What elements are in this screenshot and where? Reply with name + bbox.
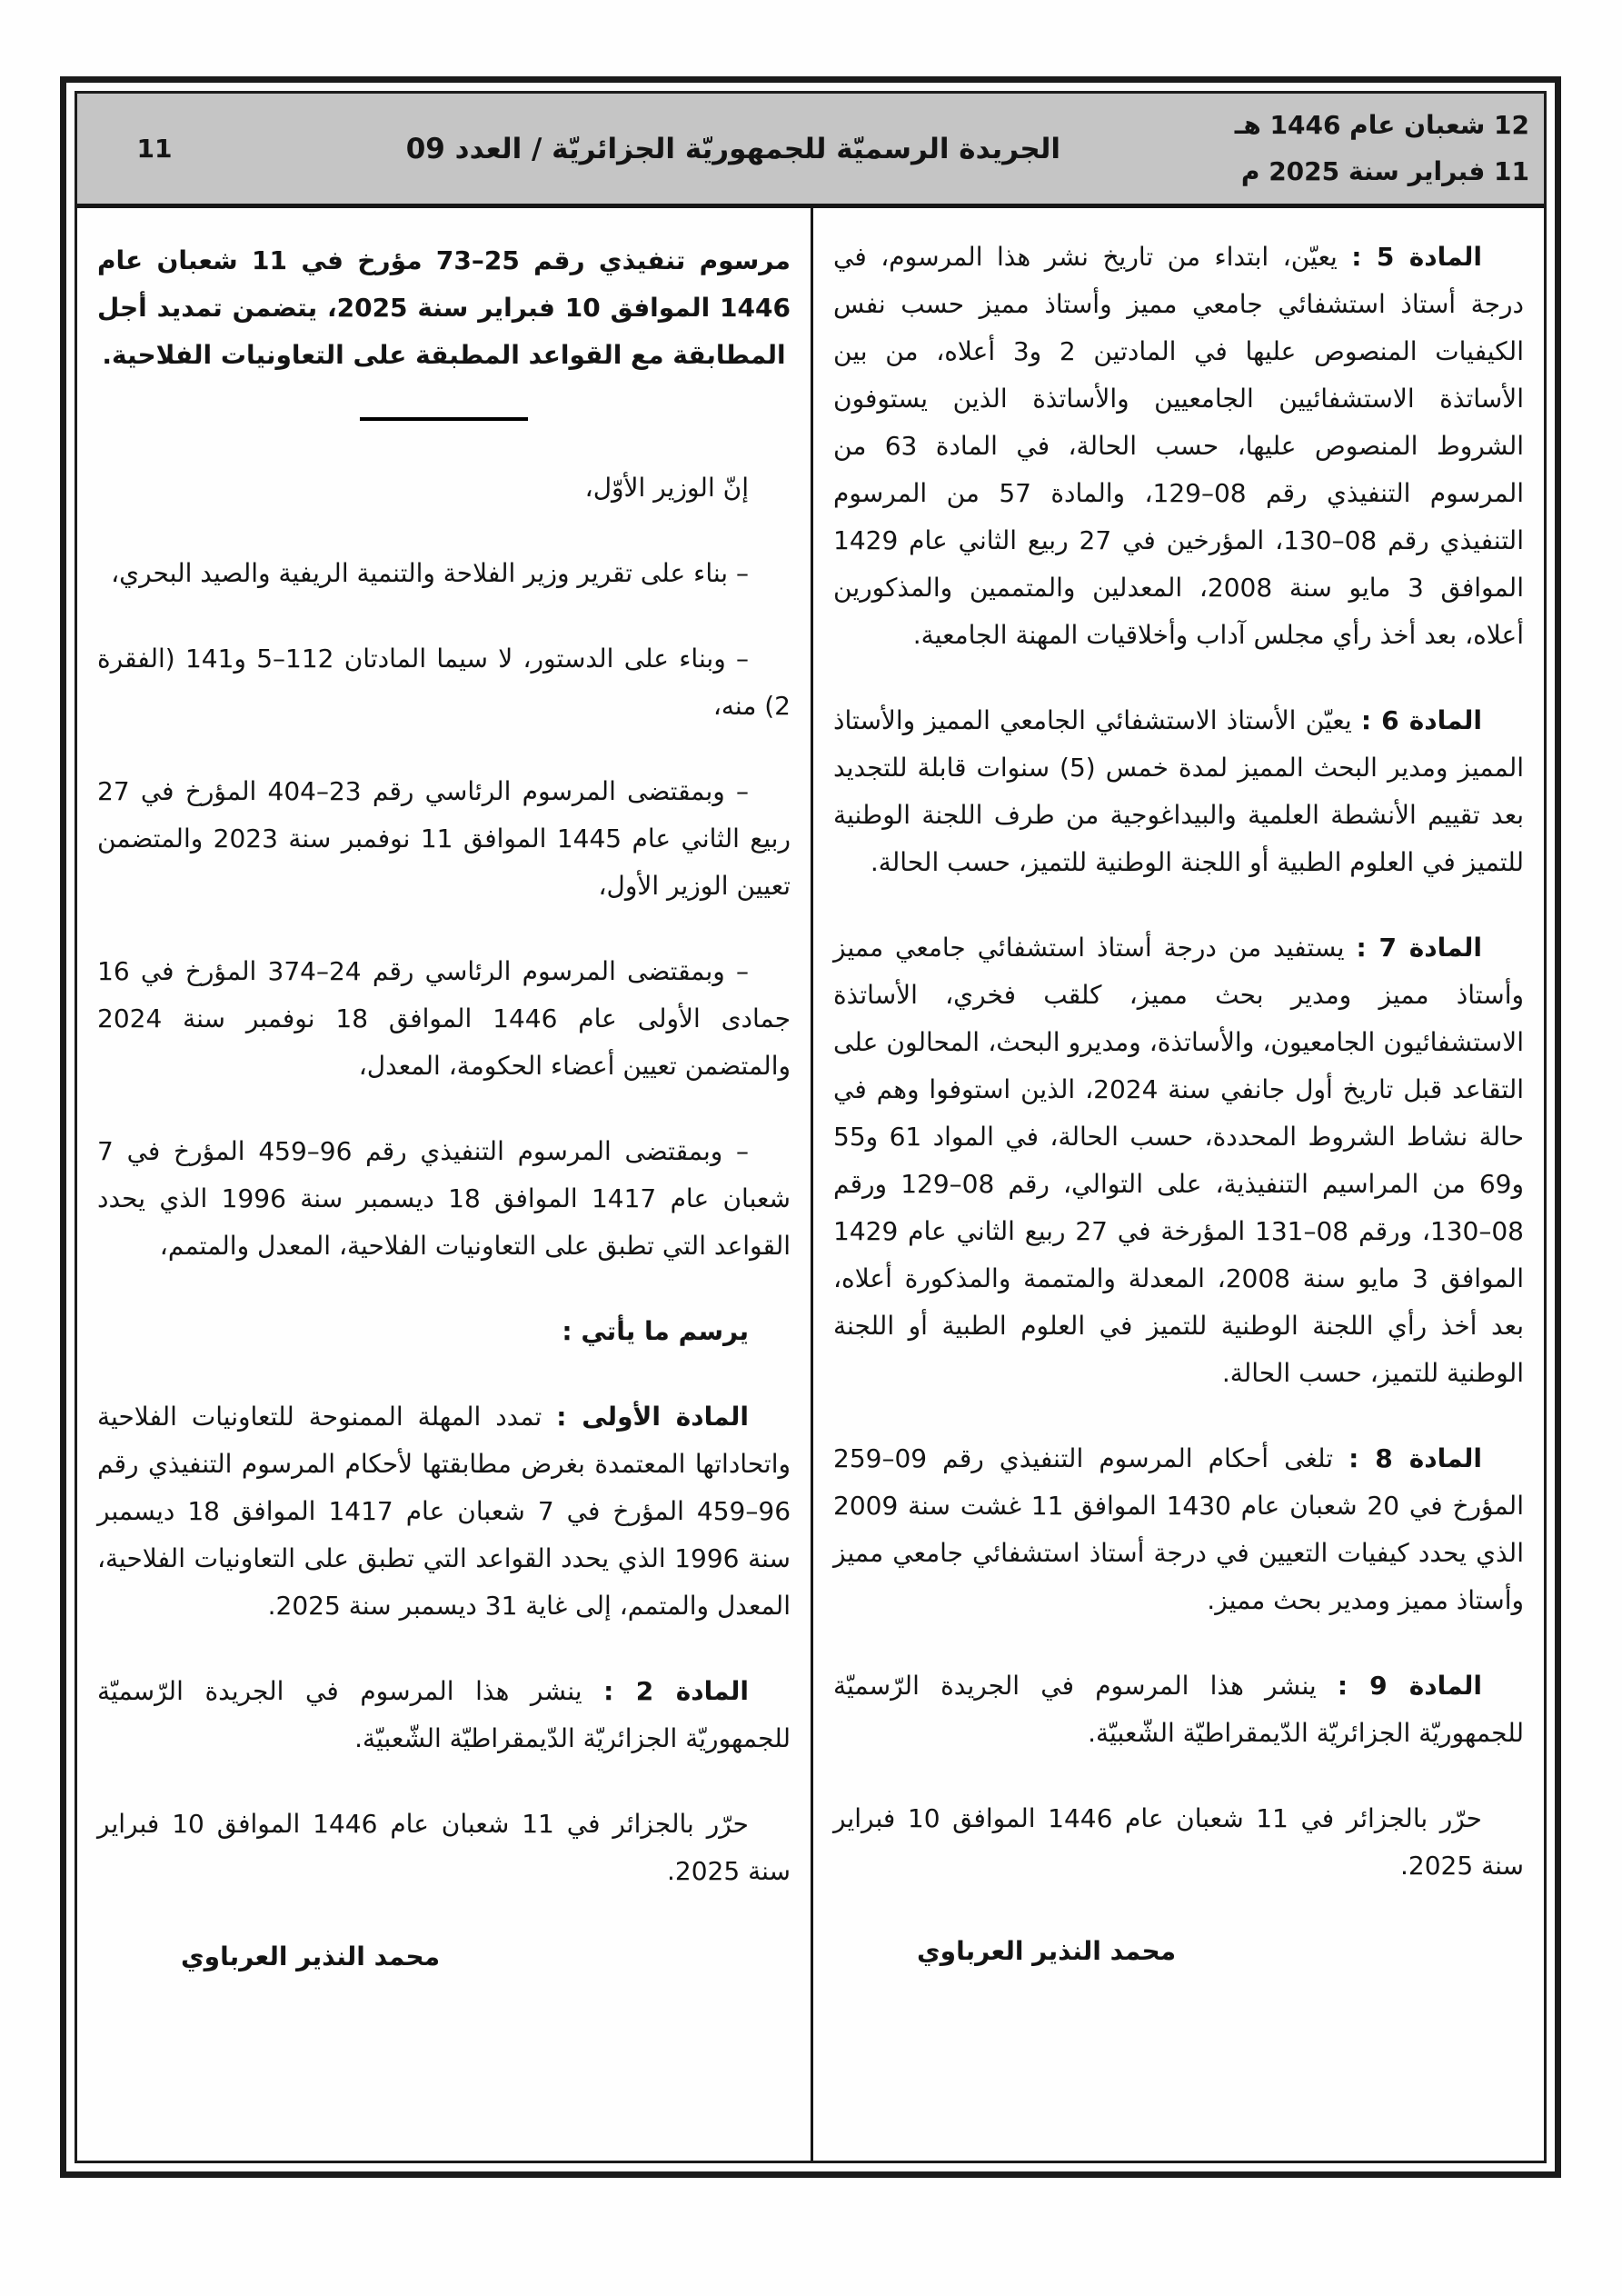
article-1-label: المادة الأولى : [556, 1402, 749, 1432]
article-9-label: المادة 9 : [1337, 1671, 1482, 1701]
page-frame-outer [60, 76, 1561, 2178]
column-right [811, 208, 1544, 2161]
visa-paragraph-4: – وبمقتضى المرسوم الرئاسي رقم 24–374 المؤرخ في 16 جمادى الأولى عام 1446 الموافق 18 نوفمبر سنة 2024 والمتضمن تعيين أعضاء الحكومة، المعدل، [97, 956, 791, 1081]
article-9-text: ينشر هذا المرسوم في الجريدة الرّسميّة للجمهوريّة الجزائريّة الدّيمقراطيّة الشّعبيّة. [833, 1671, 1524, 1748]
visa-paragraph-1: – بناء على تقرير وزير الفلاحة والتنمية الريفية والصيد البحري، [111, 558, 749, 588]
article-6-text: يعيّن الأستاذ الاستشفائي الجامعي المميز والأستاذ المميز ومدير البحث المميز لمدة خمس (5) سنوات قابلة للتجديد بعد تقييم الأنشطة العلمية والبيداغوجية من طرف اللجنة الوطنية للتميز في العلوم الطبية أو اللجنة الوطنية للتميز، حسب الحالة. [833, 705, 1525, 877]
article-5-text: يعيّن، ابتداء من تاريخ نشر هذا المرسوم، في درجة أستاذ استشفائي جامعي مميز وأستاذ مميز حسب نفس الكيفيات المنصوص عليها في المادتين 2 و3 أعلاه، من بين الأساتذة الاستشفائيين الجامعيين والأساتذة الذين يستوفون الشروط المنصوص عليها، حسب الحالة، في المادة 63 من المرسوم التنفيذي رقم 08–129، والمادة 57 من المرسوم التنفيذي رقم 08–130، المؤرخين في 27 ربيع الثاني عام 1429 الموافق 3 مايو سنة 2008، المعدلين والمتممين والمذكورين أعلاه، بعد أخذ رأي مجلس آداب وأخلاقيات المهنة الجامعية. [833, 242, 1525, 650]
page-number: 11 [136, 134, 173, 164]
enacting-formula: يرسم ما يأتي : [562, 1316, 749, 1346]
signature: محمد النذير العرباوي [181, 1942, 441, 1972]
journal-title: الجريدة الرسميّة للجمهوريّة الجزائريّة / العدد 09 [405, 132, 1061, 165]
gregorian-date: 11 فبراير سنة 2025 م [1240, 155, 1529, 186]
article-7-text: يستفيد من درجة أستاذ استشفائي جامعي مميز وأستاذ مميز ومدير بحث مميز، كلقب فخري، الأساتذة الاستشفائيون الجامعيون، والأساتذة، ومديرو البحث، المحالون على التقاعد قبل تاريخ أول جانفي سنة 2024، الذين استوفوا وهم في حالة نشاط الشروط المحددة، حسب الحالة، في المواد 61 و55 و69 من المراسيم التنفيذية، على التوالي، رقم 08–129 ورقم 08–130، ورقم 08–131 المؤرخة في 27 ربيع الثاني عام 1429 الموافق 3 مايو سنة 2008، المعدلة والمتممة والمذكورة أعلاه، بعد أخذ رأي اللجنة الوطنية للتميز في العلوم الطبية أو اللجنة الوطنية للتميز، حسب الحالة. [833, 933, 1525, 1388]
two-column-body [77, 208, 1544, 2161]
visa-paragraph-2: – وبناء على الدستور، لا سيما المادتان 112–5 و141 (الفقرة 2) منه، [97, 644, 791, 721]
preamble-intro: إنّ الوزير الأوّل، [584, 473, 749, 503]
article-5-label: المادة 5 : [1351, 242, 1482, 272]
article-5-paragraph [833, 234, 1524, 659]
article-7-label: المادة 7 : [1356, 933, 1482, 963]
article-9-paragraph [833, 1662, 1524, 1757]
article-1-paragraph [97, 1393, 791, 1630]
page-frame-inner [75, 91, 1547, 2163]
header-dates [1235, 103, 1544, 195]
article-2-paragraph [97, 1668, 791, 1762]
article-6-paragraph [833, 697, 1524, 886]
closing-location-date: حرّر بالجزائر في 11 شعبان عام 1446 الموافق 10 فبراير سنة 2025. [833, 1803, 1524, 1881]
closing-location-date: حرّر بالجزائر في 11 شعبان عام 1446 الموافق 10 فبراير سنة 2025. [97, 1809, 791, 1886]
journal-header [77, 94, 1544, 208]
article-6-label: المادة 6 : [1360, 705, 1482, 735]
visa-paragraph-5: – وبمقتضى المرسوم التنفيذي رقم 96–459 المؤرخ في 7 شعبان عام 1417 الموافق 18 ديسمبر سنة 1996 الذي يحدد القواعد التي تطبق على التعاونيات الفلاحية، المعدل والمتمم، [97, 1136, 791, 1261]
hijri-date: 12 شعبان عام 1446 هـ [1234, 110, 1529, 141]
signature: محمد النذير العرباوي [917, 1936, 1177, 1966]
article-2-text: ينشر هذا المرسوم في الجريدة الرّسميّة للجمهوريّة الجزائريّة الدّيمقراطيّة الشّعبيّة. [97, 1676, 791, 1753]
article-7-paragraph [833, 924, 1524, 1397]
article-8-text: تلغى أحكام المرسوم التنفيذي رقم 09–259 المؤرخ في 20 شعبان عام 1430 الموافق 11 غشت سنة 2009 الذي يحدد كيفيات التعيين في درجة أستاذ استشفائي جامعي مميز وأستاذ مميز ومدير بحث مميز. [833, 1443, 1524, 1615]
visa-paragraph-3: – وبمقتضى المرسوم الرئاسي رقم 23–404 المؤرخ في 27 ربيع الثاني عام 1445 الموافق 11 نوفمبر سنة 2023 والمتضمن تعيين الوزير الأول، [97, 776, 791, 901]
article-8-label: المادة 8 : [1348, 1443, 1482, 1473]
column-left [77, 208, 811, 2161]
article-1-text: تمدد المهلة الممنوحة للتعاونيات الفلاحية واتحاداتها المعتمدة بغرض مطابقتها لأحكام المرسوم التنفيذي رقم 96–459 المؤرخ في 7 شعبان عام 1417 الموافق 18 ديسمبر سنة 1996 الذي يحدد القواعد التي تطبق على التعاونيات الفلاحية، المعدل والمتمم، إلى غاية 31 ديسمبر سنة 2025. [97, 1402, 791, 1621]
article-2-label: المادة 2 : [603, 1676, 749, 1706]
article-8-paragraph [833, 1435, 1524, 1624]
decree-title: مرسوم تنفيذي رقم 25–73 مؤرخ في 11 شعبان عام 1446 الموافق 10 فبراير سنة 2025، يتضمن تمديد أجل المطابقة مع القواعد المطبقة على التعاونيات الفلاحية. [97, 245, 791, 370]
section-divider [360, 417, 528, 421]
